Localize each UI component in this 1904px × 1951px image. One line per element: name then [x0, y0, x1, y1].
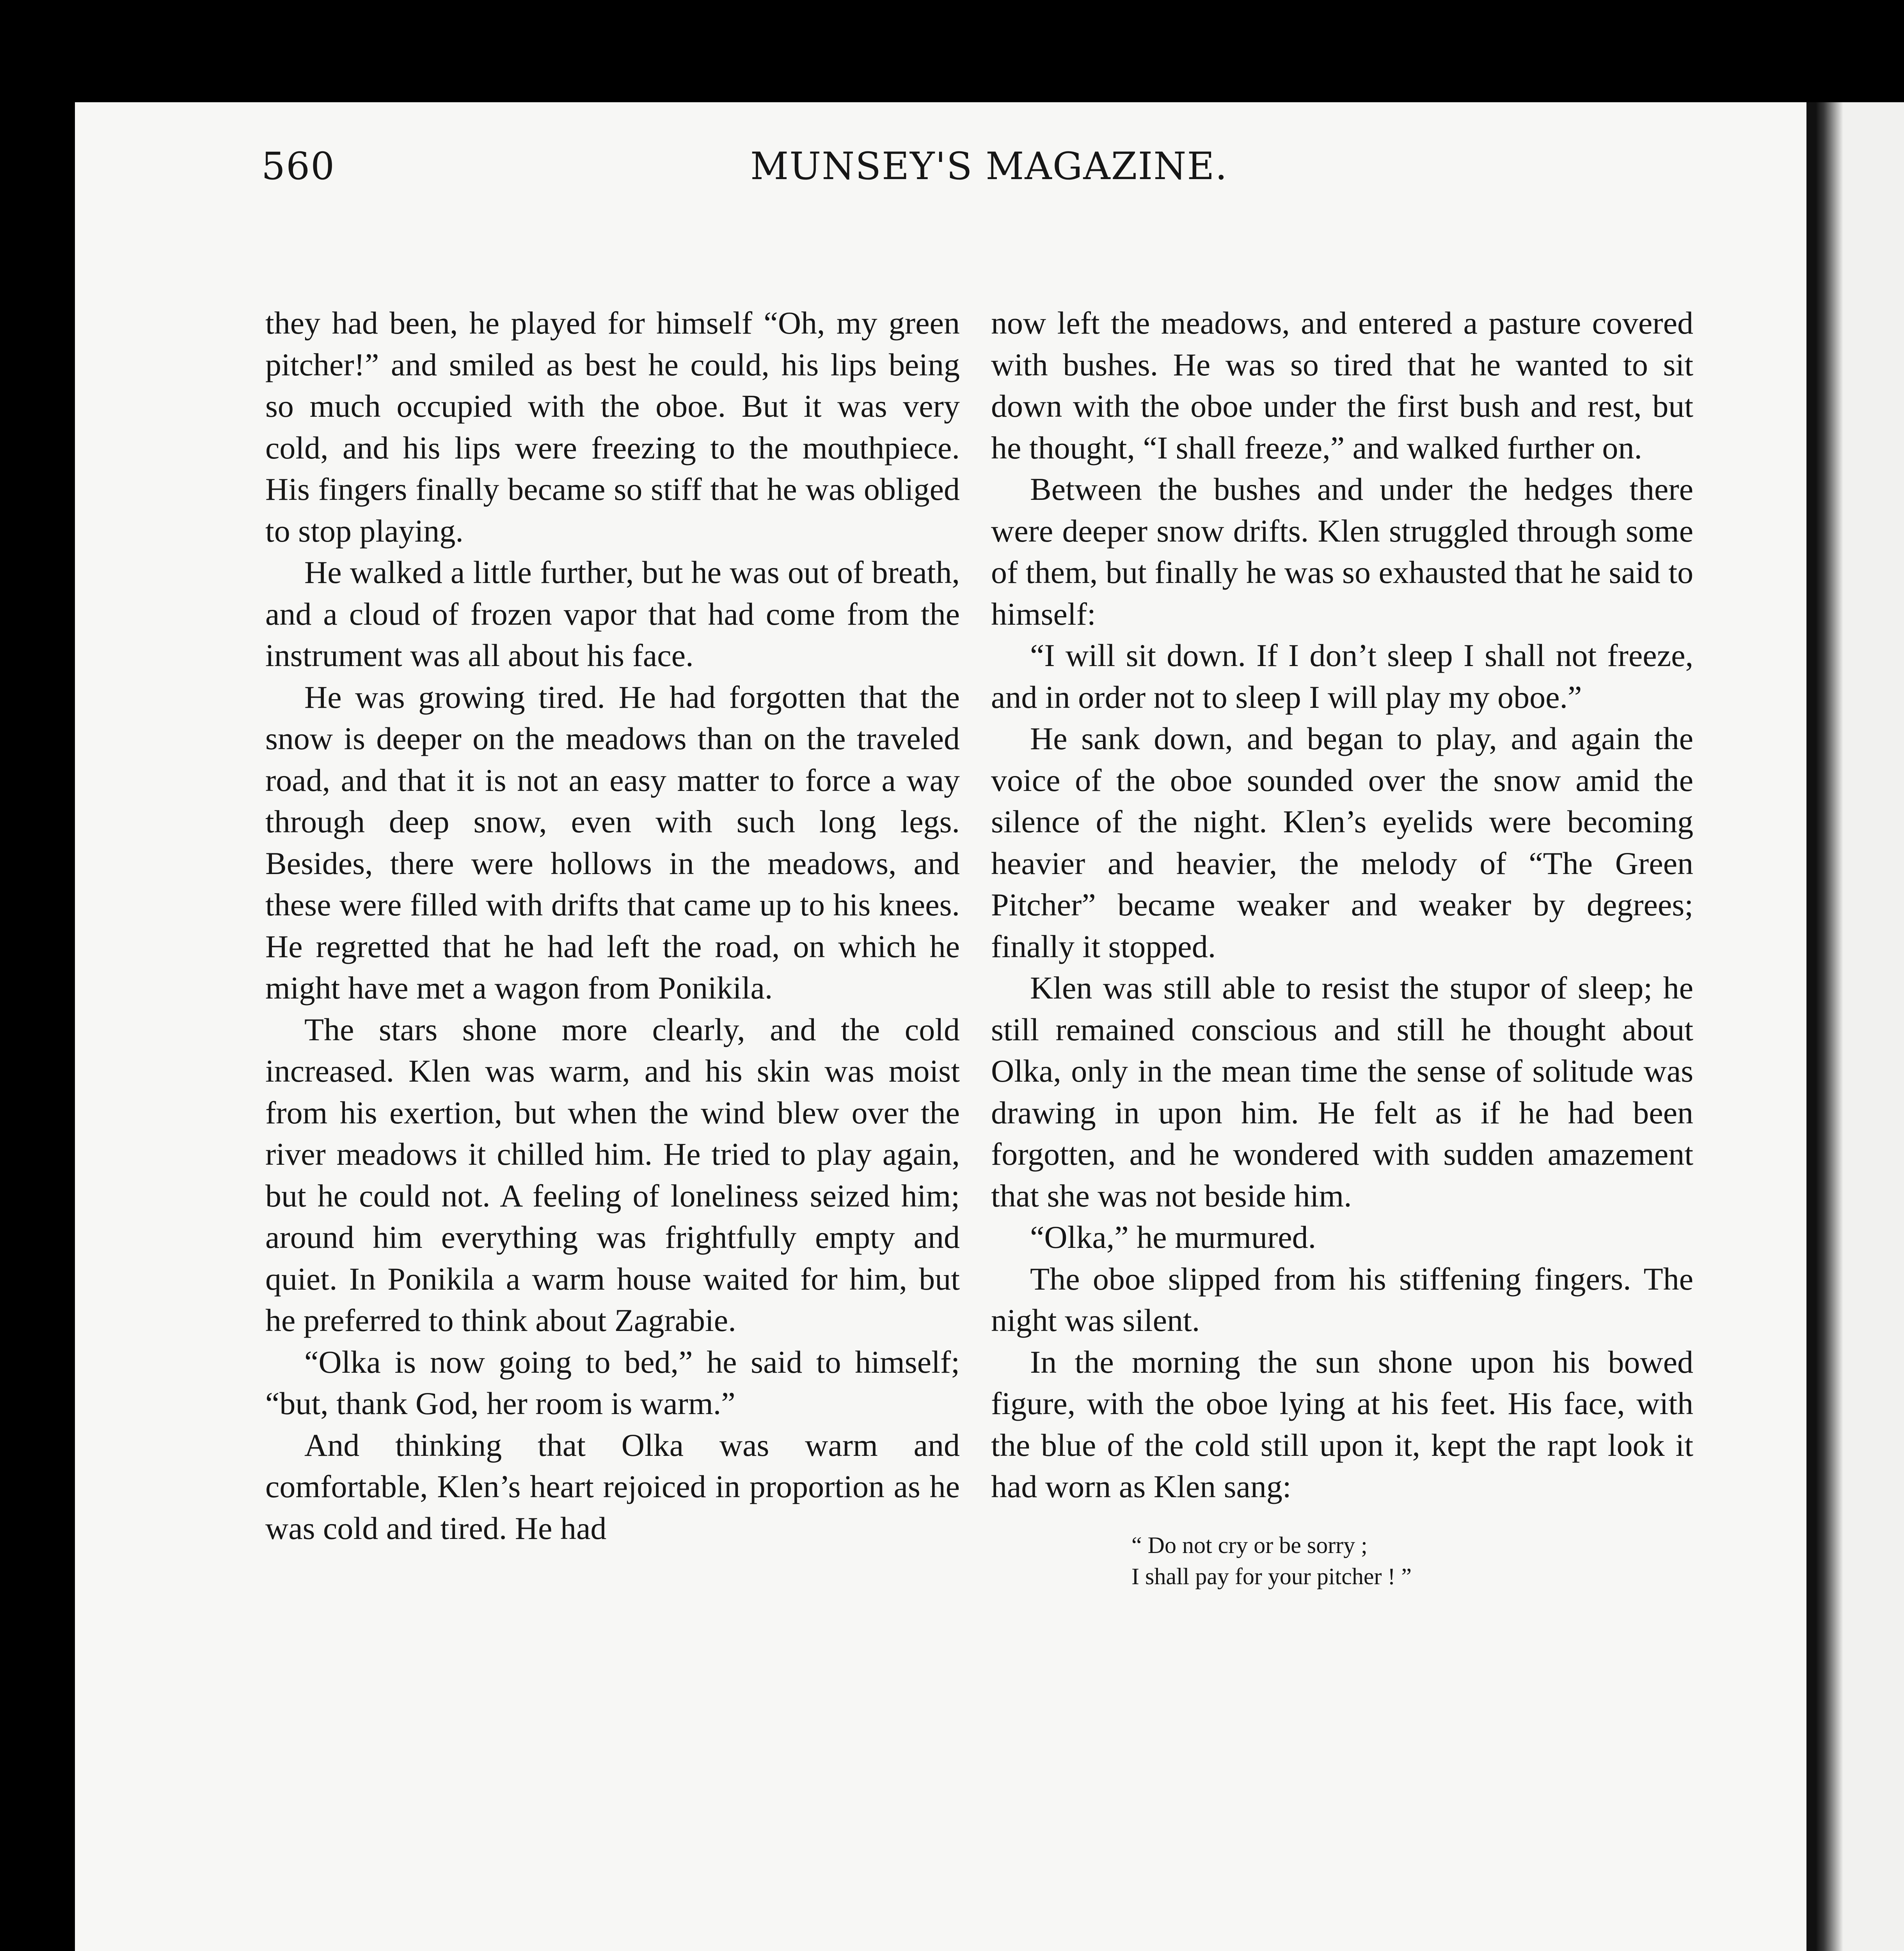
paragraph: now left the meadows, and entered a pasture covered with bushes. He was so tired that he wanted to sit down with the oboe under the first bush and rest, but he thought, “I shall freeze,” and walked further on. — [991, 305, 1693, 466]
story-column-right — [991, 302, 1693, 1592]
paragraph: He walked a little further, but he was out of breath, and a cloud of frozen vapor that had come from the instrument was all about his face. — [265, 554, 960, 673]
paragraph: The oboe slipped from his stiffening fingers. The night was silent. — [991, 1261, 1693, 1338]
page-edge — [1806, 102, 1816, 1951]
running-head — [261, 144, 1717, 199]
paragraph: “Olka is now going to bed,” he said to himself; “but, thank God, her room is warm.” — [265, 1344, 960, 1421]
page-fold-shadow — [1816, 102, 1843, 1951]
paragraph: And thinking that Olka was warm and comfortable, Klen’s heart rejoiced in proportion as he was cold and tired. He had — [265, 1427, 960, 1546]
paragraph: He sank down, and began to play, and again the voice of the oboe sounded over the snow amid the silence of the night. Klen’s eyelids were becoming heavier and heavier, the melody of “The Green Pitcher” became weaker and weaker by degrees; finally it stopped. — [991, 721, 1693, 964]
paragraph: they had been, he played for himself “Oh, my green pitcher!” and smiled as best he could, his lips being so much occupied with the oboe. But it was very cold, and his lips were freezing to the mouthpiece. His fingers finally became so stiff that he was obliged to stop playing. — [265, 305, 960, 549]
song-line: “ Do not cry or be sorry ; — [1131, 1532, 1368, 1558]
next-page-edge — [1816, 102, 1904, 1951]
magazine-title: MUNSEY'S MAGAZINE. — [750, 144, 1228, 188]
paragraph: “Olka,” he murmured. — [1030, 1219, 1316, 1255]
paragraph: “I will sit down. If I don’t sleep I shall not freeze, and in order not to sleep I will play my oboe.” — [991, 638, 1693, 715]
song-line: I shall pay for your pitcher ! ” — [1131, 1563, 1412, 1589]
paragraph: Klen was still able to resist the stupor of sleep; he still remained conscious and still he thought about Olka, only in the mean time the sense of solitude was drawing in upon him. He felt as if he had been forgotten, and he wondered with sudden amazement that she was not beside him. — [991, 970, 1693, 1214]
paragraph: In the morning the sun shone upon his bowed figure, with the oboe lying at his feet. His face, with the blue of the cold still upon it, kept the rapt look it had worn as Klen sang: — [991, 1344, 1693, 1504]
paragraph: He was growing tired. He had forgotten that the snow is deeper on the meadows than on the traveled road, and that it is not an easy matter to force a way through deep snow, even with such long legs. Besides, there were hollows in the meadows, and these were filled with drifts that came up to his knees. He regretted that he had left the road, on which he might have met a wagon from Ponikila. — [265, 679, 960, 1006]
paragraph: Between the bushes and under the hedges there were deeper snow drifts. Klen struggled through some of them, but finally he was so exhausted that he said to himself: — [991, 471, 1693, 632]
story-column-left — [265, 302, 960, 1549]
paragraph: The stars shone more clearly, and the cold increased. Klen was warm, and his skin was moist from his exertion, but when the wind blew over the river meadows it chilled him. He tried to play again, but he could not. A feeling of loneliness seized him; around him everything was frightfully empty and quiet. In Ponikila a warm house waited for him, but he preferred to think about Zagrabie. — [265, 1011, 960, 1338]
page-number: 560 — [261, 144, 336, 188]
song-quote — [1131, 1530, 1693, 1592]
